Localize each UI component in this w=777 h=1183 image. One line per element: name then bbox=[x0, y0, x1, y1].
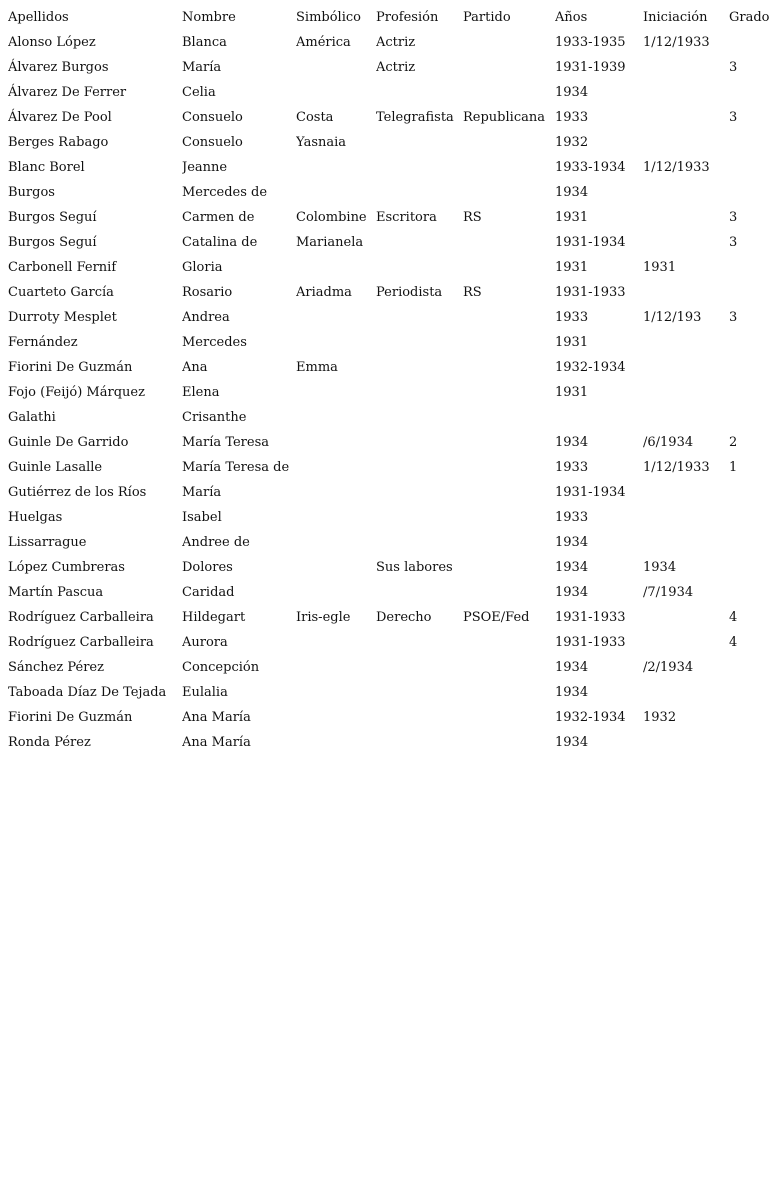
cell-iniciacion: 1934 bbox=[643, 560, 677, 575]
cell-grado bbox=[729, 380, 775, 405]
cell-grado bbox=[729, 30, 775, 55]
cell-iniciacion: 1/12/1933 bbox=[643, 160, 710, 175]
cell-iniciacion bbox=[643, 105, 727, 130]
cell-partido bbox=[463, 705, 553, 730]
table-row bbox=[0, 605, 777, 630]
cell-apellidos: Blanc Borel bbox=[8, 160, 85, 175]
cell-profesion bbox=[376, 580, 461, 605]
cell-grado: 2 bbox=[729, 435, 738, 450]
cell-iniciacion bbox=[643, 205, 727, 230]
cell-profesion bbox=[376, 380, 461, 405]
cell-profesion bbox=[376, 680, 461, 705]
cell-anos: 1931-1933 bbox=[555, 285, 626, 300]
cell-grado bbox=[729, 280, 775, 305]
cell-profesion bbox=[376, 530, 461, 555]
cell-anos: 1932-1934 bbox=[555, 710, 626, 725]
table-row bbox=[0, 30, 777, 55]
cell-nombre: Catalina de bbox=[182, 235, 258, 250]
cell-grado bbox=[729, 80, 775, 105]
cell-nombre: María Teresa de bbox=[182, 460, 290, 475]
cell-grado: 4 bbox=[729, 635, 738, 650]
cell-nombre: Hildegart bbox=[182, 610, 246, 625]
cell-partido: RS bbox=[463, 210, 482, 225]
cell-iniciacion bbox=[643, 80, 727, 105]
cell-simbolico bbox=[296, 555, 374, 580]
cell-apellidos: Martín Pascua bbox=[8, 585, 104, 600]
table-row bbox=[0, 255, 777, 280]
cell-grado bbox=[729, 555, 775, 580]
cell-simbolico bbox=[296, 330, 374, 355]
table-row bbox=[0, 655, 777, 680]
cell-profesion bbox=[376, 505, 461, 530]
cell-anos: 1934 bbox=[555, 535, 589, 550]
cell-partido bbox=[463, 530, 553, 555]
table-row bbox=[0, 705, 777, 730]
cell-iniciacion bbox=[643, 730, 727, 755]
header-simbolico: Simbólico bbox=[296, 10, 361, 25]
cell-partido bbox=[463, 230, 553, 255]
cell-simbolico bbox=[296, 705, 374, 730]
cell-apellidos: Burgos Seguí bbox=[8, 210, 97, 225]
cell-nombre: Ana María bbox=[182, 710, 251, 725]
cell-anos: 1933 bbox=[555, 110, 589, 125]
cell-profesion bbox=[376, 255, 461, 280]
cell-partido bbox=[463, 155, 553, 180]
table-row bbox=[0, 230, 777, 255]
cell-apellidos: Carbonell Fernif bbox=[8, 260, 117, 275]
cell-profesion bbox=[376, 730, 461, 755]
cell-anos: 1931 bbox=[555, 335, 589, 350]
cell-partido bbox=[463, 80, 553, 105]
cell-profesion bbox=[376, 705, 461, 730]
cell-nombre: Andrea bbox=[182, 310, 230, 325]
header-grado: Grado bbox=[729, 10, 770, 25]
cell-anos: 1932-1934 bbox=[555, 360, 626, 375]
cell-simbolico bbox=[296, 305, 374, 330]
cell-partido bbox=[463, 130, 553, 155]
cell-iniciacion: 1/12/193 bbox=[643, 310, 702, 325]
cell-simbolico bbox=[296, 405, 374, 430]
cell-iniciacion: /2/1934 bbox=[643, 660, 694, 675]
cell-simbolico bbox=[296, 255, 374, 280]
cell-simbolico bbox=[296, 630, 374, 655]
cell-nombre: Aurora bbox=[182, 635, 228, 650]
cell-partido: RS bbox=[463, 285, 482, 300]
cell-profesion: Telegrafista bbox=[376, 110, 454, 125]
cell-iniciacion bbox=[643, 280, 727, 305]
table-row bbox=[0, 180, 777, 205]
cell-simbolico bbox=[296, 455, 374, 480]
table-row bbox=[0, 80, 777, 105]
cell-nombre: Caridad bbox=[182, 585, 235, 600]
cell-simbolico bbox=[296, 180, 374, 205]
cell-partido: PSOE/Fed bbox=[463, 610, 530, 625]
cell-iniciacion bbox=[643, 405, 727, 430]
cell-simbolico bbox=[296, 580, 374, 605]
cell-anos: 1931-1933 bbox=[555, 610, 626, 625]
cell-anos: 1934 bbox=[555, 735, 589, 750]
cell-nombre: Jeanne bbox=[182, 160, 228, 175]
cell-apellidos: Taboada Díaz De Tejada bbox=[8, 685, 167, 700]
cell-apellidos: Fojo (Feijó) Márquez bbox=[8, 385, 145, 400]
cell-iniciacion bbox=[643, 630, 727, 655]
cell-profesion: Derecho bbox=[376, 610, 432, 625]
table-row bbox=[0, 305, 777, 330]
cell-simbolico bbox=[296, 655, 374, 680]
cell-grado bbox=[729, 330, 775, 355]
cell-profesion bbox=[376, 155, 461, 180]
cell-partido bbox=[463, 30, 553, 55]
cell-grado bbox=[729, 180, 775, 205]
cell-profesion: Escritora bbox=[376, 210, 437, 225]
cell-anos: 1933 bbox=[555, 510, 589, 525]
cell-simbolico: Iris-egle bbox=[296, 610, 351, 625]
table-row bbox=[0, 205, 777, 230]
cell-apellidos: Rodríguez Carballeira bbox=[8, 610, 154, 625]
cell-partido bbox=[463, 655, 553, 680]
cell-profesion bbox=[376, 455, 461, 480]
cell-iniciacion: 1/12/1933 bbox=[643, 35, 710, 50]
cell-anos bbox=[555, 405, 641, 430]
cell-nombre: Celia bbox=[182, 85, 216, 100]
table-row bbox=[0, 105, 777, 130]
cell-partido bbox=[463, 730, 553, 755]
cell-anos: 1934 bbox=[555, 660, 589, 675]
cell-partido bbox=[463, 180, 553, 205]
cell-partido bbox=[463, 405, 553, 430]
cell-anos: 1934 bbox=[555, 560, 589, 575]
cell-grado bbox=[729, 680, 775, 705]
cell-apellidos: Rodríguez Carballeira bbox=[8, 635, 154, 650]
cell-iniciacion: 1932 bbox=[643, 710, 677, 725]
cell-profesion: Periodista bbox=[376, 285, 443, 300]
cell-simbolico: América bbox=[296, 35, 351, 50]
cell-profesion bbox=[376, 355, 461, 380]
cell-grado bbox=[729, 480, 775, 505]
cell-anos: 1933-1934 bbox=[555, 160, 626, 175]
cell-anos: 1931-1934 bbox=[555, 235, 626, 250]
cell-profesion bbox=[376, 630, 461, 655]
cell-grado: 1 bbox=[729, 460, 738, 475]
cell-nombre: Isabel bbox=[182, 510, 222, 525]
cell-apellidos: Álvarez Burgos bbox=[8, 60, 109, 75]
cell-apellidos: Guinle De Garrido bbox=[8, 435, 129, 450]
cell-apellidos: Burgos bbox=[8, 185, 55, 200]
cell-simbolico: Ariadma bbox=[296, 285, 352, 300]
cell-anos: 1931 bbox=[555, 210, 589, 225]
table-row bbox=[0, 280, 777, 305]
cell-partido bbox=[463, 355, 553, 380]
cell-iniciacion bbox=[643, 505, 727, 530]
cell-iniciacion bbox=[643, 530, 727, 555]
cell-grado bbox=[729, 130, 775, 155]
table-row bbox=[0, 55, 777, 80]
cell-iniciacion: 1931 bbox=[643, 260, 677, 275]
cell-profesion bbox=[376, 305, 461, 330]
cell-grado: 3 bbox=[729, 235, 738, 250]
cell-simbolico bbox=[296, 55, 374, 80]
header-profesion: Profesión bbox=[376, 10, 439, 25]
cell-grado: 3 bbox=[729, 60, 738, 75]
cell-iniciacion bbox=[643, 605, 727, 630]
table-row bbox=[0, 580, 777, 605]
table-row bbox=[0, 505, 777, 530]
cell-profesion bbox=[376, 330, 461, 355]
cell-anos: 1931-1939 bbox=[555, 60, 626, 75]
table-row bbox=[0, 730, 777, 755]
cell-simbolico bbox=[296, 380, 374, 405]
cell-grado: 4 bbox=[729, 610, 738, 625]
header-partido: Partido bbox=[463, 10, 511, 25]
cell-anos: 1934 bbox=[555, 585, 589, 600]
cell-simbolico bbox=[296, 530, 374, 555]
cell-profesion bbox=[376, 130, 461, 155]
table-row bbox=[0, 155, 777, 180]
table-row bbox=[0, 480, 777, 505]
cell-grado bbox=[729, 530, 775, 555]
cell-iniciacion bbox=[643, 380, 727, 405]
cell-anos: 1933 bbox=[555, 460, 589, 475]
cell-grado: 3 bbox=[729, 210, 738, 225]
cell-simbolico bbox=[296, 480, 374, 505]
cell-anos: 1932 bbox=[555, 135, 589, 150]
cell-simbolico bbox=[296, 430, 374, 455]
cell-nombre: Concepción bbox=[182, 660, 260, 675]
cell-partido bbox=[463, 255, 553, 280]
cell-apellidos: Álvarez De Ferrer bbox=[8, 85, 127, 100]
cell-profesion bbox=[376, 655, 461, 680]
cell-profesion: Actriz bbox=[376, 60, 416, 75]
cell-partido bbox=[463, 680, 553, 705]
cell-anos: 1933-1935 bbox=[555, 35, 626, 50]
cell-nombre: Rosario bbox=[182, 285, 233, 300]
table-row bbox=[0, 330, 777, 355]
cell-iniciacion bbox=[643, 330, 727, 355]
cell-simbolico bbox=[296, 80, 374, 105]
cell-iniciacion bbox=[643, 230, 727, 255]
table-row bbox=[0, 405, 777, 430]
cell-profesion: Sus labores bbox=[376, 560, 453, 575]
cell-grado: 3 bbox=[729, 310, 738, 325]
table-row bbox=[0, 555, 777, 580]
cell-grado bbox=[729, 505, 775, 530]
cell-grado bbox=[729, 155, 775, 180]
cell-partido bbox=[463, 55, 553, 80]
cell-apellidos: Huelgas bbox=[8, 510, 63, 525]
cell-anos: 1934 bbox=[555, 435, 589, 450]
cell-nombre: Consuelo bbox=[182, 110, 243, 125]
cell-nombre: Crisanthe bbox=[182, 410, 247, 425]
header-anos: Años bbox=[555, 10, 588, 25]
cell-apellidos: Durroty Mesplet bbox=[8, 310, 117, 325]
cell-apellidos: Alonso López bbox=[8, 35, 96, 50]
cell-nombre: Elena bbox=[182, 385, 220, 400]
cell-profesion bbox=[376, 480, 461, 505]
cell-profesion bbox=[376, 230, 461, 255]
cell-nombre: Carmen de bbox=[182, 210, 255, 225]
table-row bbox=[0, 430, 777, 455]
cell-apellidos: Sánchez Pérez bbox=[8, 660, 104, 675]
cell-apellidos: López Cumbreras bbox=[8, 560, 125, 575]
cell-simbolico: Marianela bbox=[296, 235, 364, 250]
table-row bbox=[0, 530, 777, 555]
cell-anos: 1931-1933 bbox=[555, 635, 626, 650]
cell-apellidos: Lissarrague bbox=[8, 535, 87, 550]
header-apellidos: Apellidos bbox=[8, 10, 69, 25]
cell-apellidos: Ronda Pérez bbox=[8, 735, 91, 750]
cell-partido bbox=[463, 480, 553, 505]
cell-nombre: Eulalia bbox=[182, 685, 228, 700]
cell-iniciacion bbox=[643, 180, 727, 205]
cell-partido bbox=[463, 555, 553, 580]
cell-apellidos: Gutiérrez de los Ríos bbox=[8, 485, 147, 500]
cell-partido bbox=[463, 330, 553, 355]
cell-simbolico: Costa bbox=[296, 110, 334, 125]
cell-iniciacion bbox=[643, 55, 727, 80]
table-body bbox=[0, 30, 777, 755]
cell-grado bbox=[729, 255, 775, 280]
cell-iniciacion bbox=[643, 480, 727, 505]
cell-grado bbox=[729, 655, 775, 680]
cell-apellidos: Galathi bbox=[8, 410, 56, 425]
table-row bbox=[0, 130, 777, 155]
header-iniciacion: Iniciación bbox=[643, 10, 708, 25]
table-row bbox=[0, 455, 777, 480]
cell-grado bbox=[729, 355, 775, 380]
cell-partido bbox=[463, 430, 553, 455]
cell-apellidos: Fiorini De Guzmán bbox=[8, 360, 133, 375]
cell-anos: 1931 bbox=[555, 385, 589, 400]
cell-simbolico: Yasnaia bbox=[296, 135, 347, 150]
table-header-row bbox=[0, 0, 777, 30]
cell-nombre: Andree de bbox=[182, 535, 250, 550]
cell-apellidos: Álvarez De Pool bbox=[8, 110, 112, 125]
cell-profesion bbox=[376, 80, 461, 105]
cell-iniciacion: /7/1934 bbox=[643, 585, 694, 600]
cell-anos: 1934 bbox=[555, 185, 589, 200]
cell-grado: 3 bbox=[729, 110, 738, 125]
cell-anos: 1931 bbox=[555, 260, 589, 275]
cell-partido bbox=[463, 380, 553, 405]
cell-iniciacion bbox=[643, 355, 727, 380]
cell-grado bbox=[729, 705, 775, 730]
cell-simbolico bbox=[296, 680, 374, 705]
cell-nombre: Ana María bbox=[182, 735, 251, 750]
cell-iniciacion bbox=[643, 680, 727, 705]
cell-grado bbox=[729, 580, 775, 605]
cell-anos: 1934 bbox=[555, 685, 589, 700]
cell-iniciacion bbox=[643, 130, 727, 155]
cell-iniciacion: /6/1934 bbox=[643, 435, 694, 450]
cell-simbolico bbox=[296, 730, 374, 755]
cell-nombre: María Teresa bbox=[182, 435, 270, 450]
cell-anos: 1931-1934 bbox=[555, 485, 626, 500]
cell-partido bbox=[463, 305, 553, 330]
cell-nombre: María bbox=[182, 485, 222, 500]
cell-profesion bbox=[376, 405, 461, 430]
cell-iniciacion: 1/12/1933 bbox=[643, 460, 710, 475]
cell-nombre: Blanca bbox=[182, 35, 227, 50]
cell-nombre: María bbox=[182, 60, 222, 75]
table-row bbox=[0, 380, 777, 405]
cell-nombre: Dolores bbox=[182, 560, 233, 575]
cell-partido bbox=[463, 630, 553, 655]
table-row bbox=[0, 680, 777, 705]
cell-apellidos: Fiorini De Guzmán bbox=[8, 710, 133, 725]
cell-partido bbox=[463, 580, 553, 605]
cell-profesion: Actriz bbox=[376, 35, 416, 50]
cell-apellidos: Burgos Seguí bbox=[8, 235, 97, 250]
cell-simbolico bbox=[296, 155, 374, 180]
cell-apellidos: Fernández bbox=[8, 335, 78, 350]
cell-profesion bbox=[376, 180, 461, 205]
cell-partido: Republicana bbox=[463, 110, 545, 125]
cell-anos: 1933 bbox=[555, 310, 589, 325]
cell-apellidos: Berges Rabago bbox=[8, 135, 109, 150]
cell-simbolico: Colombine bbox=[296, 210, 367, 225]
cell-profesion bbox=[376, 430, 461, 455]
cell-nombre: Ana bbox=[182, 360, 208, 375]
cell-apellidos: Cuarteto García bbox=[8, 285, 114, 300]
cell-grado bbox=[729, 730, 775, 755]
header-nombre: Nombre bbox=[182, 10, 236, 25]
cell-anos: 1934 bbox=[555, 85, 589, 100]
cell-simbolico bbox=[296, 505, 374, 530]
cell-apellidos: Guinle Lasalle bbox=[8, 460, 103, 475]
cell-nombre: Consuelo bbox=[182, 135, 243, 150]
cell-grado bbox=[729, 405, 775, 430]
cell-simbolico: Emma bbox=[296, 360, 338, 375]
cell-partido bbox=[463, 455, 553, 480]
cell-partido bbox=[463, 505, 553, 530]
table-row bbox=[0, 630, 777, 655]
cell-nombre: Mercedes bbox=[182, 335, 247, 350]
table-row bbox=[0, 355, 777, 380]
cell-nombre: Gloria bbox=[182, 260, 223, 275]
cell-nombre: Mercedes de bbox=[182, 185, 268, 200]
